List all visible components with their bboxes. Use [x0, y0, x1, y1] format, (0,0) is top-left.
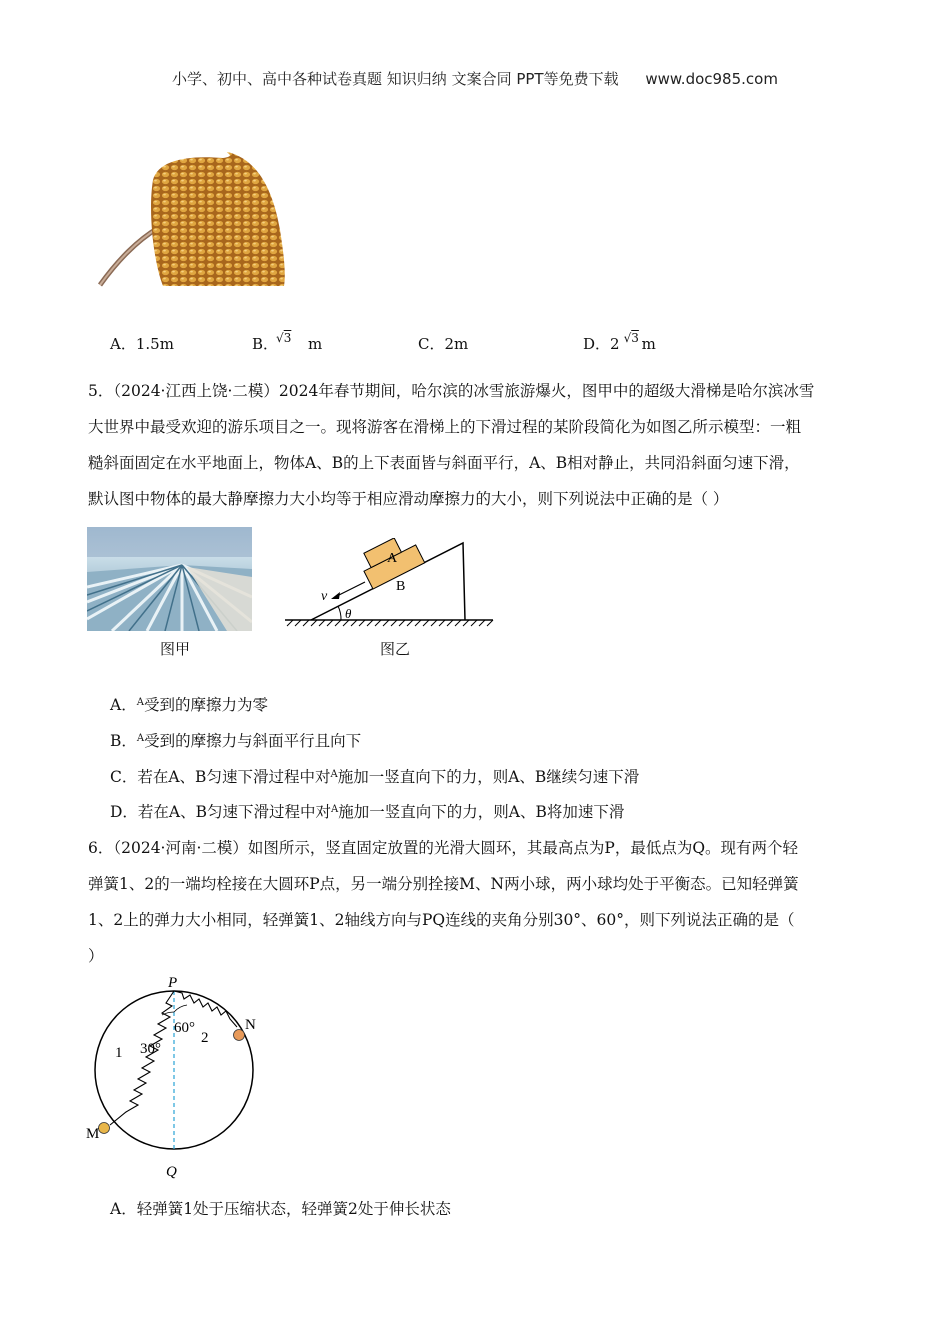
ground-hatching	[287, 620, 493, 626]
page-header	[0, 68, 950, 89]
incline-diagram	[283, 538, 495, 633]
q5-option-c: C．若在A、B匀速下滑过程中对$^A$施加一竖直向下的力，则A、B继续匀速下滑	[110, 768, 640, 786]
q5-question: 5．（2024·江西上饶·二模）2024年春节期间，哈尔滨的冰雪旅游爆火，图甲中的超级大滑梯是哈尔滨冰雪 大世界中最受欢迎的游乐项目之一。现将游客在滑梯上的下滑过程的某阶段简化为如图乙所示模型：一粗 糙斜面固定在水平地面上，物体A、B的上下表面皆与斜面平行，A、B相对静止，共同沿斜面匀速下滑， 默认图中物体的最大静摩擦力大小均等于相应滑动摩擦力的大小，则下列说法中正确的是（ ）	[88, 382, 815, 508]
ring-spring-diagram	[82, 975, 272, 1185]
angle-30-label: 30°	[140, 1041, 161, 1057]
q4-option-d: D．2 √3 m	[583, 331, 656, 353]
angle-60-label: 60°	[174, 1020, 195, 1036]
q6-option-a: A．轻弹簧1处于压缩状态，轻弹簧2处于伸长状态	[110, 1200, 451, 1218]
corn-cob	[151, 152, 285, 286]
header-text: 小学、初中、高中各种试卷真题 知识归纳 文案合同 PPT等免费下载	[172, 70, 619, 88]
ball-m	[99, 1123, 110, 1134]
label-m: M	[86, 1126, 100, 1142]
q5-option-d: D．若在A、B匀速下滑过程中对$^A$施加一竖直向下的力，则A、B将加速下滑	[110, 803, 625, 821]
header-site-link[interactable]: www.doc985.com	[645, 70, 778, 88]
label-q: Q	[166, 1164, 177, 1180]
label-theta: θ	[345, 606, 352, 621]
figure-yi-caption: 图乙	[380, 640, 411, 658]
label-v: v	[321, 589, 328, 604]
label-spring-1: 1	[115, 1045, 123, 1061]
label-spring-2: 2	[201, 1030, 209, 1046]
q5-option-a: A．$^A$受到的摩擦力为零	[110, 696, 268, 714]
q4-option-a: A．1.5m	[110, 335, 174, 353]
label-n: N	[245, 1017, 256, 1033]
q4-option-c: C．2m	[418, 335, 469, 353]
q5-option-b: B．$^A$受到的摩擦力与斜面平行且向下	[110, 732, 362, 750]
q6-question: 6．（2024·河南·二模）如图所示，竖直固定放置的光滑大圆环，其最高点为P，最低点为Q。现有两个轻 弹簧1、2的一端均栓接在大圆环P点，另一端分别拴接M、N两小球，两小球均处于平衡态。已知轻弹簧 1、2上的弹力大小相同，轻弹簧1、2轴线方向与PQ连线的夹角分别30°、60°，则下列说法正确的是（ ）	[88, 839, 799, 965]
ball-n	[234, 1030, 245, 1041]
label-a: A	[387, 551, 398, 566]
q4-option-b: B． √3 m	[252, 331, 323, 353]
label-b: B	[396, 579, 406, 594]
label-p: P	[168, 975, 178, 991]
figure-jia-caption: 图甲	[160, 640, 191, 658]
ice-slide-photo	[87, 527, 252, 631]
corn-stalk	[100, 228, 158, 285]
corn-cob-image	[98, 150, 290, 290]
